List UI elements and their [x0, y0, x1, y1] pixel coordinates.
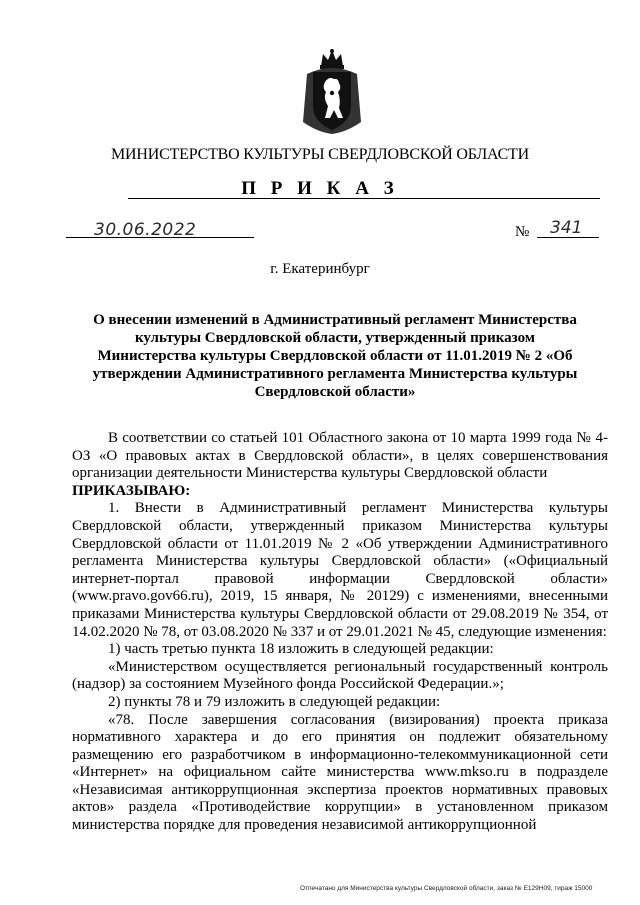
- quote-78-paragraph: «78. После завершения согласования (визирования) проекта приказа нормативного характера и до его принятия он подлежит обязательному размещению его разработчиком в информационно-телекоммуникационной сети «Интернет» на официальном сайте министерства www.mkso.ru в подразделе «Независимая антикоррупционная экспертиза проектов нормативных правовых актов» раздела «Противодействие коррупции» в установленном приказом министерства порядке для проведения независимой антикоррупционной: [72, 711, 608, 834]
- subitem-2-paragraph: 2) пункты 78 и 79 изложить в следующей редакции:: [108, 693, 441, 710]
- intro-paragraph: В соответствии со статьей 101 Областного закона от 10 марта 1999 года № 4-ОЗ «О правовых актах в Свердловской области», в целях совершенствования организации деятельности Министерства культуры Свердловской области: [72, 430, 608, 482]
- order-word-paragraph: [72, 483, 608, 501]
- item-1-paragraph: 1. Внести в Административный регламент Министерства культуры Свердловской области, утвержденный приказом Министерства культуры Свердловской области от 11.01.2019 № 2 «Об утверждении Административного регламента Министерства культуры Свердловской области» («Официальный интернет-портал правовой информации Свердловской области» (www.pravo.gov66.ru), 2019, 15 января, № 20129) с изменениями, внесенными приказами Министерства культуры Свердловской области от 29.08.2019 № 354, от 14.02.2020 № 78, от 03.08.2020 № 337 и от 29.01.2021 № 45, следующие изменения:: [72, 500, 608, 640]
- heading-divider: [128, 198, 600, 199]
- document-body: [72, 430, 608, 835]
- number-label: №: [515, 224, 530, 240]
- quote-18-paragraph: «Министерством осуществляется региональный государственный контроль (надзор) за состоянием Музейного фонда Российской Федерации.»;: [72, 658, 608, 693]
- number-underline: [537, 237, 599, 238]
- subitem-1-paragraph: 1) часть третью пункта 18 изложить в следующей редакции:: [108, 641, 494, 658]
- document-title: О внесении изменений в Административный регламент Министерства культуры Свердловской области, утвержденный приказом Министерства культуры Свердловской области от 11.01.2019 № 2 «Об утверждении Административного регламента Министерства культуры Свердловской области»: [92, 312, 578, 400]
- ministry-name: МИНИСТЕРСТВО КУЛЬТУРЫ СВЕРДЛОВСКОЙ ОБЛАСТИ: [111, 146, 529, 163]
- document-type-heading: П Р И К А З: [241, 178, 399, 199]
- date-underline: [66, 237, 254, 238]
- order-word: ПРИКАЗЫВАЮ:: [72, 482, 191, 499]
- print-footer: Отпечатано для Министерства культуры Свердловской области, заказ № Е129Н09, тираж 15000: [300, 885, 593, 892]
- handwritten-number: 341: [550, 218, 583, 238]
- coat-of-arms-icon: [299, 48, 365, 136]
- city-line: г. Екатеринбург: [270, 261, 370, 277]
- handwritten-date: 30.06.2022: [94, 220, 197, 240]
